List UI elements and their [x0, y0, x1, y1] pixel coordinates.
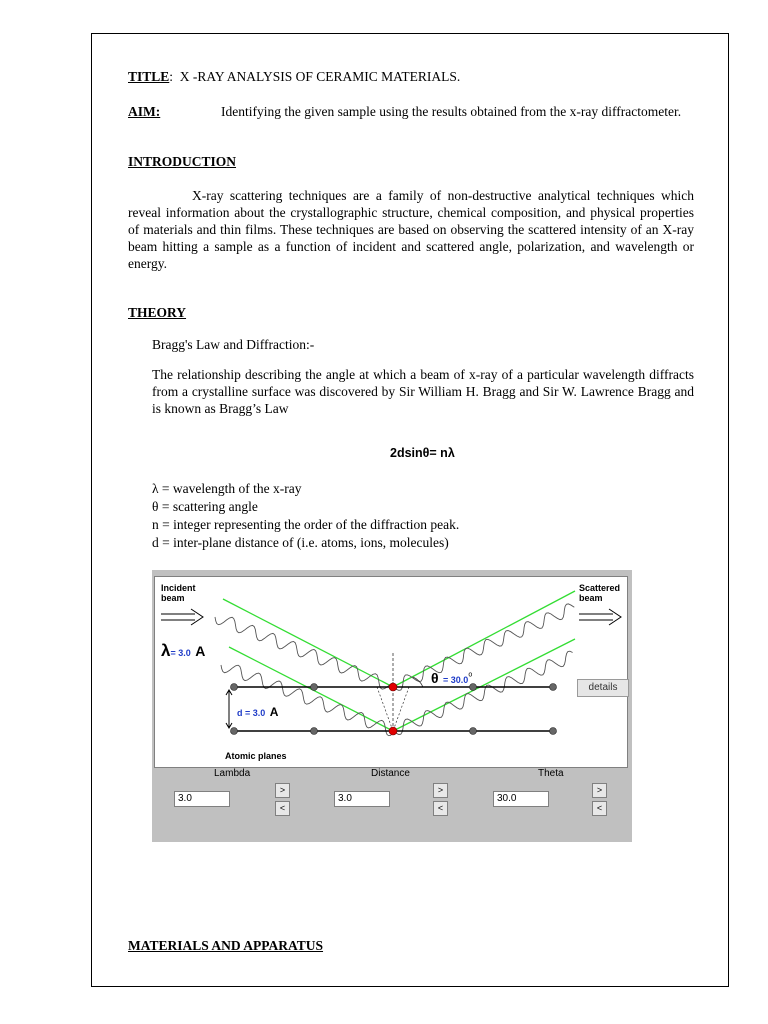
- distance-decrement-button[interactable]: <: [433, 801, 448, 816]
- bragg-applet: [152, 570, 632, 842]
- theory-heading: THEORY: [128, 305, 187, 320]
- atomic-planes-label: Atomic planes: [225, 751, 287, 761]
- theta-input[interactable]: 30.0: [493, 791, 549, 807]
- lambda-label: λ= 3.0 A: [161, 641, 206, 660]
- introduction-paragraph: X-ray scattering techniques are a family of non-destructive analytical techniques which reveal information about the crystallographic structure, chemical composition, and physical properties of materials and thin films. These techniques are based on observing the scattered intensity of an X-ray beam hitting a sample as a function of incident and scattered angle, polarization, and wavelength or energy.: [128, 188, 694, 271]
- theta-label: $\theta = 30.0^o$: [431, 670, 473, 686]
- distance-input[interactable]: 3.0: [334, 791, 390, 807]
- bragg-equation: 2dsinθ= nλ: [390, 446, 455, 460]
- diagram-svg: [155, 577, 627, 767]
- title-line: [128, 68, 694, 85]
- lambda-decrement-button[interactable]: <: [275, 801, 290, 816]
- variable-lambda: λ = wavelength of the x-ray: [152, 481, 302, 496]
- theory-subheading: Bragg's Law and Diffraction:-: [152, 337, 315, 352]
- d-label: d = 3.0 A: [237, 705, 279, 719]
- details-button[interactable]: details: [577, 679, 629, 697]
- theta-decrement-button[interactable]: <: [592, 801, 607, 816]
- aim-label: AIM:: [128, 104, 161, 119]
- lambda-increment-button[interactable]: >: [275, 783, 290, 798]
- lambda-control-label: Lambda: [214, 768, 251, 779]
- introduction-heading: INTRODUCTION: [128, 154, 237, 169]
- reflection-point-top: [389, 683, 397, 691]
- theta-control-label: Theta: [538, 768, 564, 779]
- lambda-input[interactable]: 3.0: [174, 791, 230, 807]
- incident-beam-label: Incident beam: [161, 583, 196, 603]
- aim-text: Identifying the given sample using the results obtained from the x-ray diffractometer.: [221, 104, 682, 119]
- variable-theta: θ = scattering angle: [152, 499, 258, 514]
- incident-arrow-icon: [161, 609, 203, 625]
- variable-n: n = integer representing the order of the diffraction peak.: [152, 517, 460, 532]
- scattered-arrow-icon: [579, 609, 621, 625]
- reflection-point-bottom: [389, 727, 397, 735]
- diffraction-diagram: [154, 576, 628, 768]
- title-text: X -RAY ANALYSIS OF CERAMIC MATERIALS.: [179, 69, 461, 84]
- theory-paragraph: The relationship describing the angle at which a beam of x-ray of a particular wavelength diffracts from a crystalline surface was discovered by Sir William H. Bragg and Sir W. Lawrence Bragg and is known as Bragg’s Law: [152, 367, 694, 416]
- materials-heading: MATERIALS AND APPARATUS: [128, 938, 324, 953]
- distance-increment-button[interactable]: >: [433, 783, 448, 798]
- distance-control-label: Distance: [371, 768, 410, 779]
- title-colon: :: [169, 69, 174, 84]
- theta-increment-button[interactable]: >: [592, 783, 607, 798]
- variable-list: [152, 480, 459, 552]
- scattered-beam-label: Scattered beam: [579, 583, 621, 603]
- variable-d: d = inter-plane distance of (i.e. atoms, ions, molecules): [152, 535, 449, 550]
- title-label: TITLE: [128, 69, 170, 84]
